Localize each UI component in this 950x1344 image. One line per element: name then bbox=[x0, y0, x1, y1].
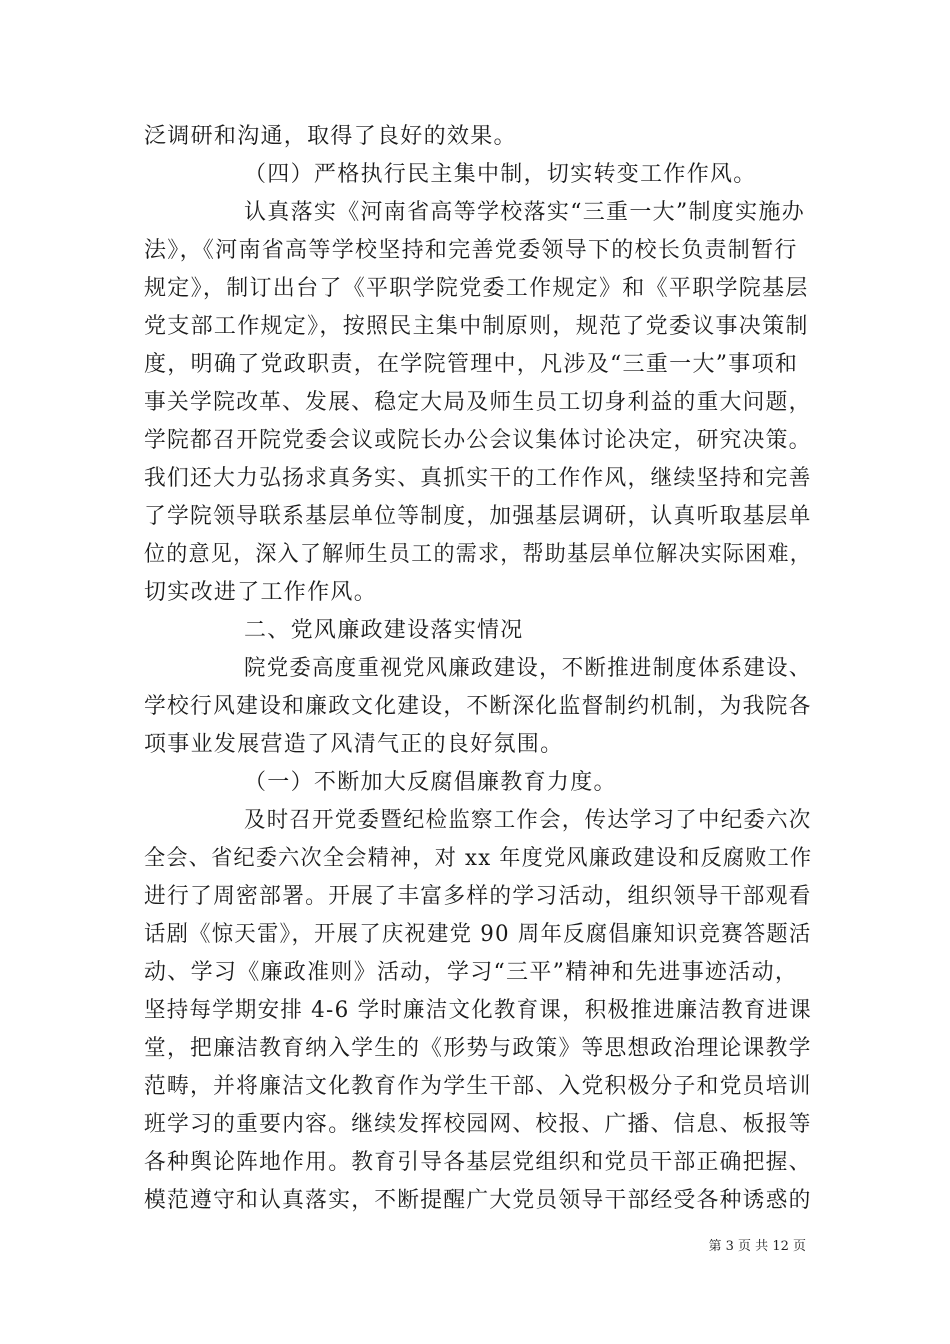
text-line: 党支部工作规定》，按照民主集中制原则，规范了党委议事决策制 bbox=[144, 314, 809, 339]
text-line: 及时召开党委暨纪检监察工作会，传达学习了中纪委六次 bbox=[244, 808, 812, 833]
text-line: 院党委高度重视党风廉政建设，不断推进制度体系建设、 bbox=[244, 656, 812, 681]
text-line: 法》，《河南省高等学校坚持和完善党委领导下的校长负责制暂行 bbox=[144, 238, 798, 263]
text-line: 堂，把廉洁教育纳入学生的《形势与政策》等思想政治理论课教学 bbox=[144, 1036, 812, 1061]
text-line: 坚持每学期安排 4-6 学时廉洁文化教育课，积极推进廉洁教育进课 bbox=[144, 998, 813, 1023]
text-line: 切实改进了工作作风。 bbox=[144, 580, 378, 605]
text-line: 模范遵守和认真落实，不断提醒广大党员领导干部经受各种诱惑的 bbox=[144, 1188, 812, 1213]
text-line: 度，明确了党政职责，在学院管理中，凡涉及“三重一大”事项和 bbox=[144, 352, 799, 377]
text-line: 范畴，并将廉洁文化教育作为学生干部、入党积极分子和党员培训 bbox=[144, 1074, 812, 1099]
text-line: 我们还大力弘扬求真务实、真抓实干的工作作风，继续坚持和完善 bbox=[144, 466, 812, 491]
text-line: 全会、省纪委六次全会精神，对 xx 年度党风廉政建设和反腐败工作 bbox=[144, 846, 813, 871]
text-line: 学院都召开院党委会议或院长办公会议集体讨论决定，研究决策。 bbox=[144, 428, 812, 453]
section-heading: 二、党风廉政建设落实情况 bbox=[244, 618, 524, 643]
text-line: 班学习的重要内容。继续发挥校园网、校报、广播、信息、板报等 bbox=[144, 1112, 812, 1137]
text-line: 动、学习《廉政准则》活动，学习“三平”精神和先进事迹活动， bbox=[144, 960, 799, 985]
text-line: 项事业发展营造了风清气正的良好氛围。 bbox=[144, 732, 564, 757]
text-line: 各种舆论阵地作用。教育引导各基层党组织和党员干部正确把握、 bbox=[144, 1150, 812, 1175]
text-line: 进行了周密部署。开展了丰富多样的学习活动，组织领导干部观看 bbox=[144, 884, 812, 909]
section-heading: （一）不断加大反腐倡廉教育力度。 bbox=[244, 770, 617, 795]
text-line: 话剧《惊天雷》，开展了庆祝建党 90 周年反腐倡廉知识竞赛答题活 bbox=[144, 922, 812, 947]
text-line: 位的意见，深入了解师生员工的需求，帮助基层单位解决实际困难， bbox=[144, 542, 813, 567]
text-line: 规定》，制订出台了《平职学院党委工作规定》和《平职学院基层 bbox=[144, 276, 809, 301]
section-heading: （四）严格执行民主集中制，切实转变工作作风。 bbox=[244, 162, 757, 187]
text-line: 认真落实《河南省高等学校落实“三重一大”制度实施办 bbox=[244, 200, 805, 225]
text-line: 学校行风建设和廉政文化建设，不断深化监督制约机制，为我院各 bbox=[144, 694, 812, 719]
text-line: 事关学院改革、发展、稳定大局及师生员工切身利益的重大问题， bbox=[144, 390, 812, 415]
text-line: 了学院领导联系基层单位等制度，加强基层调研，认真听取基层单 bbox=[144, 504, 812, 529]
page-number: 第 3 页 共 12 页 bbox=[708, 1239, 806, 1254]
text-line: 泛调研和沟通，取得了良好的效果。 bbox=[144, 124, 517, 149]
